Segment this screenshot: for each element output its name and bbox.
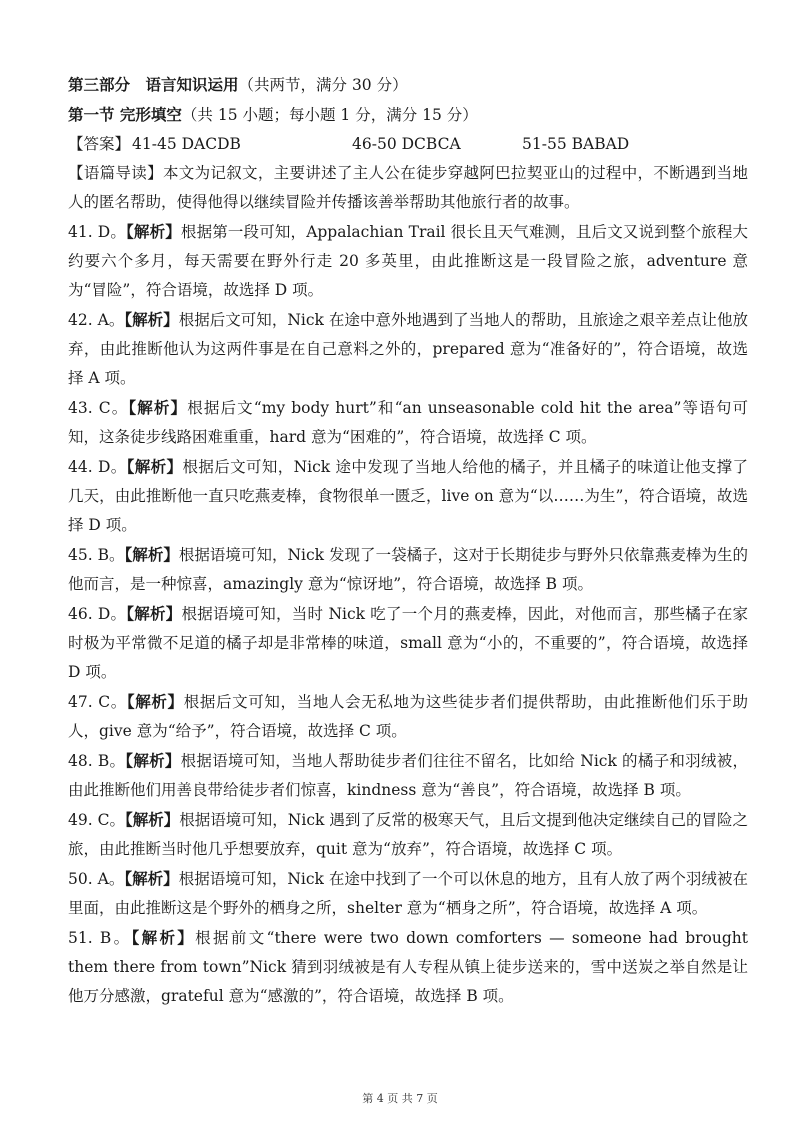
item-number: 42. A。 xyxy=(68,311,125,329)
answer-group-2: 46-50 DCBCA xyxy=(352,135,461,153)
guide-tag: 【语篇导读】 xyxy=(68,164,163,182)
page-footer: 第 4 页 共 7 页 xyxy=(362,1092,438,1105)
guide-text: 本文为记叙文，主要讲述了主人公在徒步穿越阿巴拉契亚山的过程中，不断遇到当地人的匿名帮助，使得他得以继续冒险并传播该善举帮助其他旅行者的故事。 xyxy=(68,164,748,211)
section-title: 第一节 完形填空 xyxy=(68,105,182,124)
item-number: 51. B。 xyxy=(68,929,132,947)
explanation-50 xyxy=(68,864,748,923)
item-number: 50. A。 xyxy=(68,870,125,888)
item-text: 根据后文可知，当地人会无私地为这些徒步者们提供帮助，由此推断他们乐于助人，give 意为“给予”，符合语境，故选择 C 项。 xyxy=(68,693,749,740)
answer-group-3: 51-55 BABAD xyxy=(522,135,630,153)
explanation-47 xyxy=(68,687,748,746)
item-tag: 【解析】 xyxy=(125,751,181,770)
item-text: 根据语境可知，当地人帮助徒步者们往往不留名，比如给 Nick 的橘子和羽绒被，由此推断他们用善良带给徒步者们惊喜，kindness 意为“善良”，符合语境，故选择 B 项。 xyxy=(68,752,748,799)
explanation-42 xyxy=(68,305,748,393)
part-title: 第三部分 语言知识运用 xyxy=(68,75,239,94)
item-text: 根据第一段可知，Appalachian Trail 很长且天气难测，且后文又说到整个旅程大约要六个多月，每天需要在野外行走 20 多英里，由此推断这是一段冒险之旅，adventure 意为“冒险”，符合语境，故选择 D 项。 xyxy=(68,223,748,299)
item-number: 48. B。 xyxy=(68,752,126,770)
item-tag: 【解析】 xyxy=(126,604,182,623)
item-number: 45. B。 xyxy=(68,546,125,564)
item-text: 根据语境可知，Nick 发现了一袋橘子，这对于长期徒步与野外只依靠燕麦棒为生的他而言，是一种惊喜，amazingly 意为“惊讶地”，符合语境，故选择 B 项。 xyxy=(68,546,748,593)
answer-group-1: 41-45 DACDB xyxy=(132,135,241,153)
item-text: 根据后文“my body hurt”和“an unseasonable cold hit the area”等语句可知，这条徒步线路困难重重，hard 意为“困难的”，符合语境，故选择 C 项。 xyxy=(68,399,748,446)
item-tag: 【解析】 xyxy=(124,810,180,829)
item-text: 根据后文可知，Nick 在途中意外地遇到了当地人的帮助，且旅途之艰辛差点让他放弃，由此推断他认为这两件事是在自己意料之外的，prepared 意为“准备好的”，符合语境，故选择 A 项。 xyxy=(68,311,748,387)
item-tag: 【解析】 xyxy=(128,398,188,417)
explanation-46 xyxy=(68,599,748,687)
item-number: 41. D。 xyxy=(68,223,126,241)
explanation-44 xyxy=(68,452,748,540)
explanation-43 xyxy=(68,393,748,452)
item-tag: 【解析】 xyxy=(126,222,181,241)
answer-label: 【答案】 xyxy=(68,135,131,153)
explanation-41 xyxy=(68,217,748,305)
item-number: 44. D。 xyxy=(68,458,127,476)
item-tag: 【解析】 xyxy=(126,692,184,711)
item-number: 47. C。 xyxy=(68,693,127,711)
item-number: 49. C。 xyxy=(68,811,125,829)
item-text: 根据语境可知，Nick 在途中找到了一个可以休息的地方，且有人放了两个羽绒被在里面，由此推断这是个野外的栖身之所，shelter 意为“栖身之所”，符合语境，故选择 A 项。 xyxy=(68,870,748,917)
item-text: 根据语境可知，当时 Nick 吃了一个月的燕麦棒，因此，对他而言，那些橘子在家时极为平常微不足道的橘子却是非常棒的味道，small 意为“小的，不重要的”，符合语境，故选择 D 项。 xyxy=(68,605,748,681)
explanation-45 xyxy=(68,540,748,599)
explanation-48 xyxy=(68,746,748,805)
answer-key xyxy=(68,130,748,159)
item-number: 46. D。 xyxy=(68,605,127,623)
item-tag: 【解析】 xyxy=(126,457,183,476)
reading-guide xyxy=(68,159,748,217)
part-heading xyxy=(68,70,748,100)
section-note: （共 15 小题；每小题 1 分，满分 15 分） xyxy=(181,106,478,124)
item-text: 根据前文“there were two down comforters — someone had brought them there from town”Nick 猜到羽绒被是有人专程从镇上徒步送来的，雪中送炭之举自然是让他万分感激，grateful 意为“感激的”，符合语境，故选择 B 项。 xyxy=(68,929,748,1005)
explanation-49 xyxy=(68,805,748,864)
item-tag: 【解析】 xyxy=(124,869,179,888)
item-tag: 【解析】 xyxy=(131,928,196,947)
document-page xyxy=(68,70,748,1011)
item-number: 43. C。 xyxy=(68,399,129,417)
item-text: 根据语境可知，Nick 遇到了反常的极寒天气，且后文提到他决定继续自己的冒险之旅，由此推断当时他几乎想要放弃，quit 意为“放弃”，符合语境，故选择 C 项。 xyxy=(68,811,748,858)
part-note: （共两节，满分 30 分） xyxy=(238,76,408,94)
explanation-51 xyxy=(68,923,748,1011)
item-tag: 【解析】 xyxy=(124,545,179,564)
section-heading xyxy=(68,100,748,130)
item-text: 根据后文可知，Nick 途中发现了当地人给他的橘子，并且橘子的味道让他支撑了几天，由此推断他一直只吃燕麦棒，食物很单一匮乏，live on 意为“以……为生”，符合语境，故选择 D 项。 xyxy=(68,458,748,534)
item-tag: 【解析】 xyxy=(124,310,179,329)
